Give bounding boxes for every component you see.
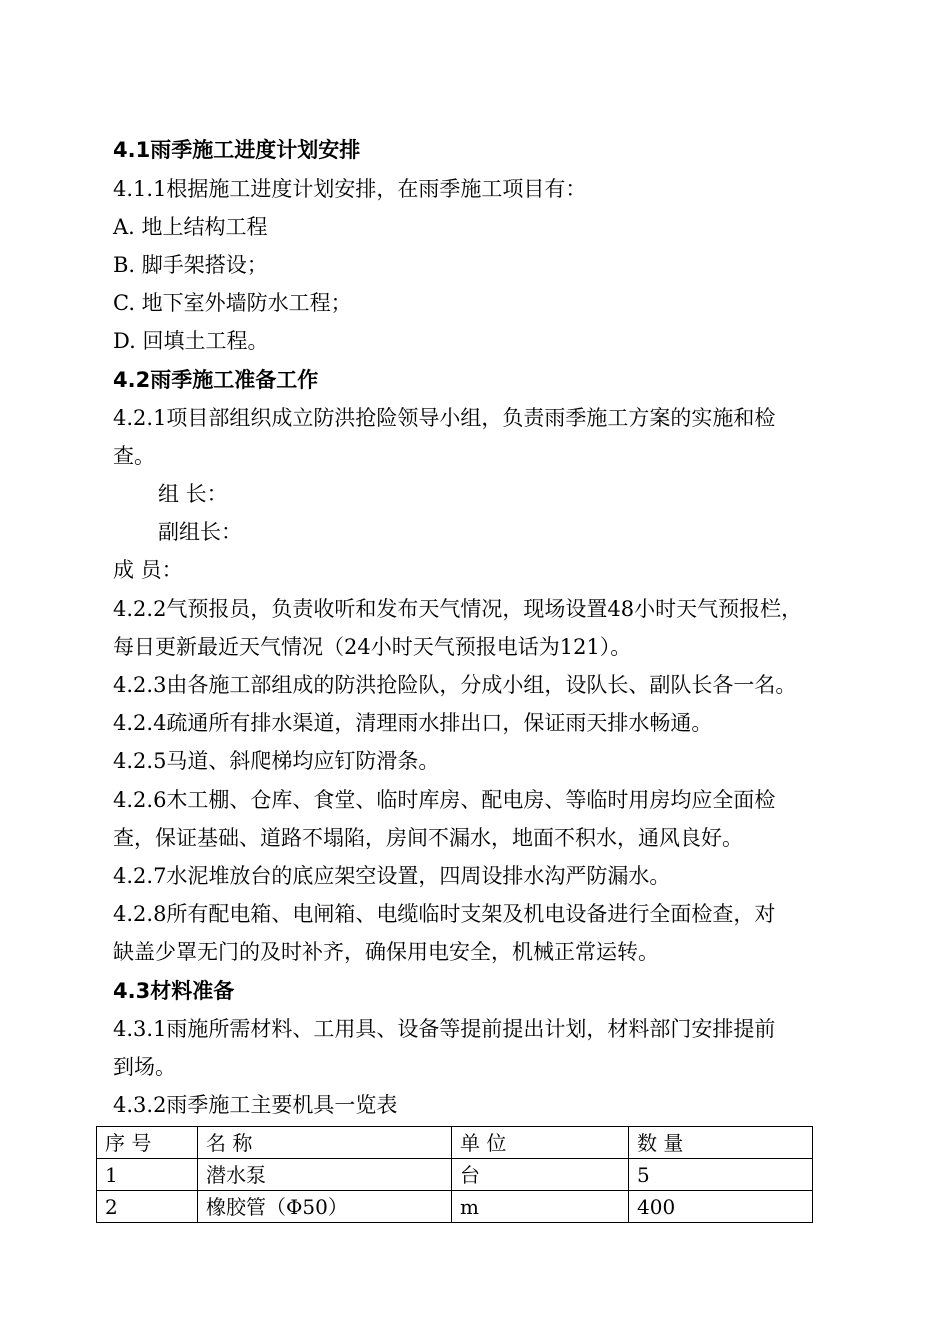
header-name: 名 称 xyxy=(198,1127,452,1159)
list-item-c: C. 地下室外墙防水工程； xyxy=(113,291,352,315)
list-item-a: A. 地上结构工程 xyxy=(113,215,268,239)
paragraph-4-2-8-line2: 缺盖少罩无门的及时补齐，确保用电安全，机械正常运转。 xyxy=(113,940,659,964)
paragraph-4-2-3: 4.2.3由各施工部组成的防洪抢险队，分成小组，设队长、副队长各一名。 xyxy=(113,673,797,697)
paragraph-4-3-1-line1: 4.3.1雨施所需材料、工用具、设备等提前提出计划，材料部门安排提前 xyxy=(113,1017,776,1041)
cell-unit: m xyxy=(452,1191,629,1223)
paragraph-4-1-1: 4.1.1根据施工进度计划安排，在雨季施工项目有： xyxy=(113,177,587,201)
header-unit: 单 位 xyxy=(452,1127,629,1159)
table-caption: 4.3.2雨季施工主要机具一览表 xyxy=(113,1093,398,1117)
cell-index: 1 xyxy=(97,1159,198,1191)
cell-name: 潜水泵 xyxy=(198,1159,452,1191)
paragraph-4-2-2-line2: 每日更新最近天气情况（24小时天气预报电话为121）。 xyxy=(113,635,632,659)
paragraph-4-2-5: 4.2.5马道、斜爬梯均应钉防滑条。 xyxy=(113,749,440,773)
cell-quantity: 400 xyxy=(629,1191,813,1223)
header-index: 序 号 xyxy=(97,1127,198,1159)
paragraph-4-3-1-line2: 到场。 xyxy=(113,1055,176,1079)
paragraph-4-2-7: 4.2.7水泥堆放台的底应架空设置，四周设排水沟严防漏水。 xyxy=(113,864,671,888)
header-quantity: 数 量 xyxy=(629,1127,813,1159)
section-heading-4-1: 4.1雨季施工进度计划安排 xyxy=(113,138,361,162)
cell-quantity: 5 xyxy=(629,1159,813,1191)
paragraph-4-2-4: 4.2.4疏通所有排水渠道，清理雨水排出口，保证雨天排水畅通。 xyxy=(113,711,713,735)
cell-unit: 台 xyxy=(452,1159,629,1191)
paragraph-4-2-1-line2: 查。 xyxy=(113,444,155,468)
table-header-row xyxy=(97,1127,813,1159)
table-row xyxy=(97,1159,813,1191)
members-label: 成 员： xyxy=(113,558,183,582)
paragraph-4-2-1-line1: 4.2.1项目部组织成立防洪抢险领导小组，负责雨季施工方案的实施和检 xyxy=(113,406,776,430)
paragraph-4-2-6-line1: 4.2.6木工棚、仓库、食堂、临时库房、配电房、等临时用房均应全面检 xyxy=(113,788,776,812)
cell-name: 橡胶管（Φ50） xyxy=(198,1191,452,1223)
list-item-d: D. 回填土工程。 xyxy=(113,329,269,353)
paragraph-4-2-6-line2: 查，保证基础、道路不塌陷，房间不漏水，地面不积水，通风良好。 xyxy=(113,826,743,850)
section-heading-4-3: 4.3材料准备 xyxy=(113,979,235,1003)
machine-table xyxy=(96,1126,813,1223)
cell-index: 2 xyxy=(97,1191,198,1223)
paragraph-4-2-8-line1: 4.2.8所有配电箱、电闸箱、电缆临时支架及机电设备进行全面检查，对 xyxy=(113,902,776,926)
paragraph-4-2-2-line1: 4.2.2气预报员，负责收听和发布天气情况，现场设置48小时天气预报栏， xyxy=(113,597,803,621)
group-leader-label: 组 长： xyxy=(158,482,228,506)
table-row xyxy=(97,1191,813,1223)
deputy-leader-label: 副组长： xyxy=(158,520,242,544)
section-heading-4-2: 4.2雨季施工准备工作 xyxy=(113,368,319,392)
list-item-b: B. 脚手架搭设； xyxy=(113,253,268,277)
